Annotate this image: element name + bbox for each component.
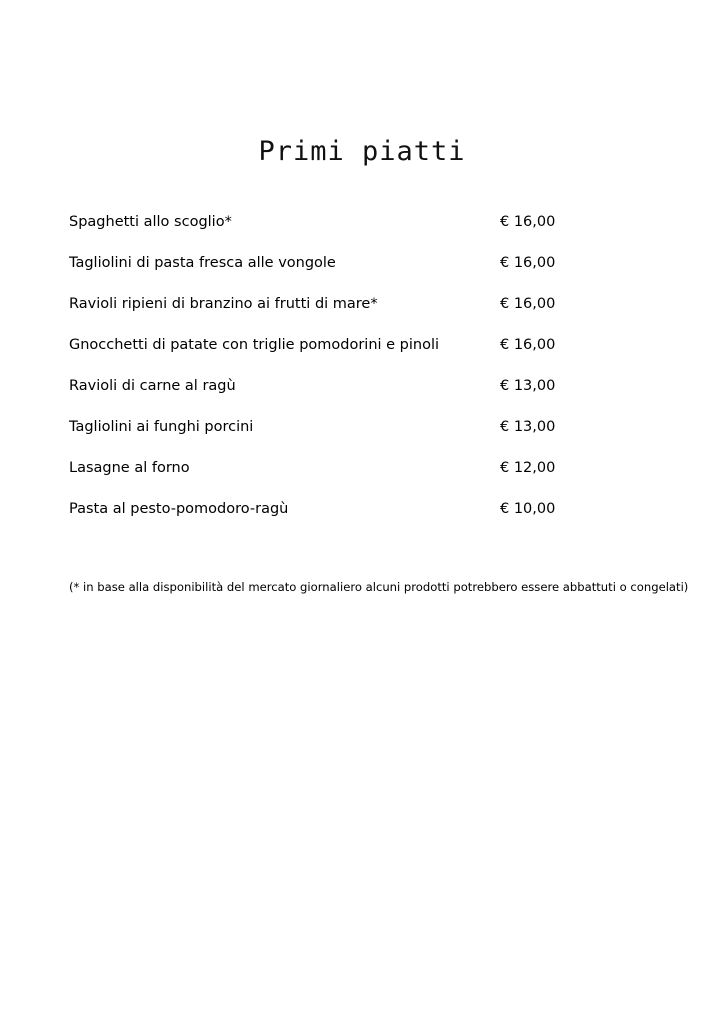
dish-price: € 13,00	[500, 378, 556, 394]
dish-price: € 16,00	[500, 214, 556, 230]
dish-item	[69, 249, 559, 290]
footnote: (* in base alla disponibilità del mercato giornaliero alcuni prodotti potrebbero essere abbattuti o congelati)	[69, 580, 689, 594]
dish-price: € 16,00	[500, 337, 556, 353]
dish-item	[69, 454, 559, 495]
page-title: Primi piatti	[258, 136, 466, 167]
dish-price: € 10,00	[500, 501, 556, 517]
dish-name: Pasta al pesto-pomodoro-ragù	[69, 501, 289, 517]
dish-name: Gnocchetti di patate con triglie pomodorini e pinoli	[69, 337, 440, 353]
dish-item	[69, 331, 559, 372]
dish-name: Lasagne al forno	[69, 460, 190, 476]
dish-item	[69, 208, 559, 249]
dish-item	[69, 495, 559, 536]
dish-price: € 12,00	[500, 460, 556, 476]
dish-item	[69, 372, 559, 413]
dish-list	[69, 208, 559, 536]
dish-price: € 16,00	[500, 296, 556, 312]
dish-name: Ravioli di carne al ragù	[69, 378, 236, 394]
dish-item	[69, 290, 559, 331]
dish-price: € 16,00	[500, 255, 556, 271]
dish-name: Spaghetti allo scoglio*	[69, 214, 232, 230]
dish-name: Ravioli ripieni di branzino ai frutti di mare*	[69, 296, 378, 312]
dish-name: Tagliolini ai funghi porcini	[69, 419, 254, 435]
dish-price: € 13,00	[500, 419, 556, 435]
dish-item	[69, 413, 559, 454]
dish-name: Tagliolini di pasta fresca alle vongole	[69, 255, 336, 271]
